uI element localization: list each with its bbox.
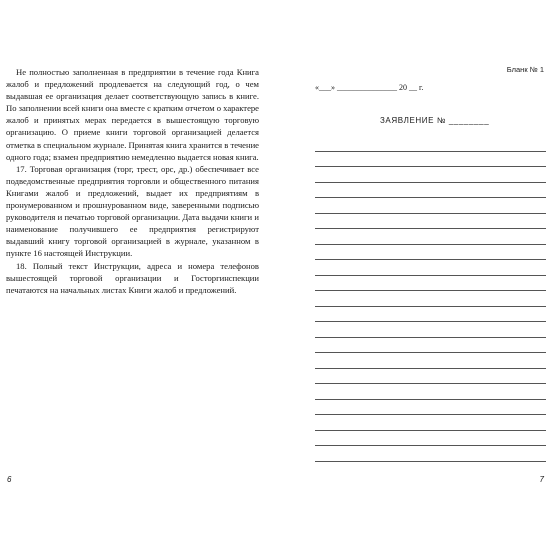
writing-line	[315, 431, 546, 447]
paragraph-18: 18. Полный текст Инструкции, адреса и номера телефонов вышестоящей торговой организации и Госторгинспекции печатаются на начальных листах Книги жалоб и предложений.	[6, 260, 259, 295]
writing-line	[315, 245, 546, 261]
writing-line	[315, 384, 546, 400]
writing-line	[315, 353, 546, 369]
writing-line	[315, 276, 546, 292]
writing-line	[315, 214, 546, 230]
instruction-text	[6, 66, 259, 296]
writing-line	[315, 183, 546, 199]
form-label: Бланк № 1	[506, 65, 544, 74]
writing-line	[315, 400, 546, 416]
date-line: «___» _______________ 20 __ г.	[315, 83, 424, 92]
writing-line	[315, 229, 546, 245]
writing-line	[315, 136, 546, 152]
writing-line	[315, 369, 546, 385]
writing-line	[315, 338, 546, 354]
writing-line	[315, 415, 546, 431]
writing-line	[315, 307, 546, 323]
writing-line	[315, 198, 546, 214]
right-page	[275, 0, 550, 550]
application-heading: ЗАЯВЛЕНИЕ № ________	[380, 116, 490, 125]
writing-line	[315, 291, 546, 307]
paragraph-17: 17. Торговая организация (торг, трест, орс, др.) обеспечивает все подведомственные предприятия торговли и общественного питания Книгами жалоб и предложений, выдает их предприятиям в пронумерованном и прошнурованном виде, заверенными подписью руководителя и печатью торговой организации. Дата выдачи книги и наименование получившего ее предприятия регистрируют выдавший книгу торговой организацией в журнале, указанном в пункте 16 настоящей Инструкции.	[6, 163, 259, 259]
writing-line	[315, 167, 546, 183]
page-number-right: 7	[539, 475, 544, 484]
paragraph-1: Не полностью заполненная в предприятии в течение года Книга жалоб и предложений продлевается на следующий год, о чем выдавшая ее организация делает соответствующую запись в книге. По заполнении всей книги она вместе с кратким отчетом о характере жалоб и принятых мерах передается в вышестоящую торговую организацию. О приеме книги торговой организацией делается отметка в специальном журнале. Принятая книга хранится в течение одного года; взамен предприятию немедленно выдается новая книга.	[6, 67, 259, 162]
writing-line	[315, 260, 546, 276]
writing-line	[315, 322, 546, 338]
writing-line	[315, 446, 546, 462]
writing-line	[315, 152, 546, 168]
page-number-left: 6	[7, 475, 12, 484]
writing-lines	[315, 136, 546, 462]
